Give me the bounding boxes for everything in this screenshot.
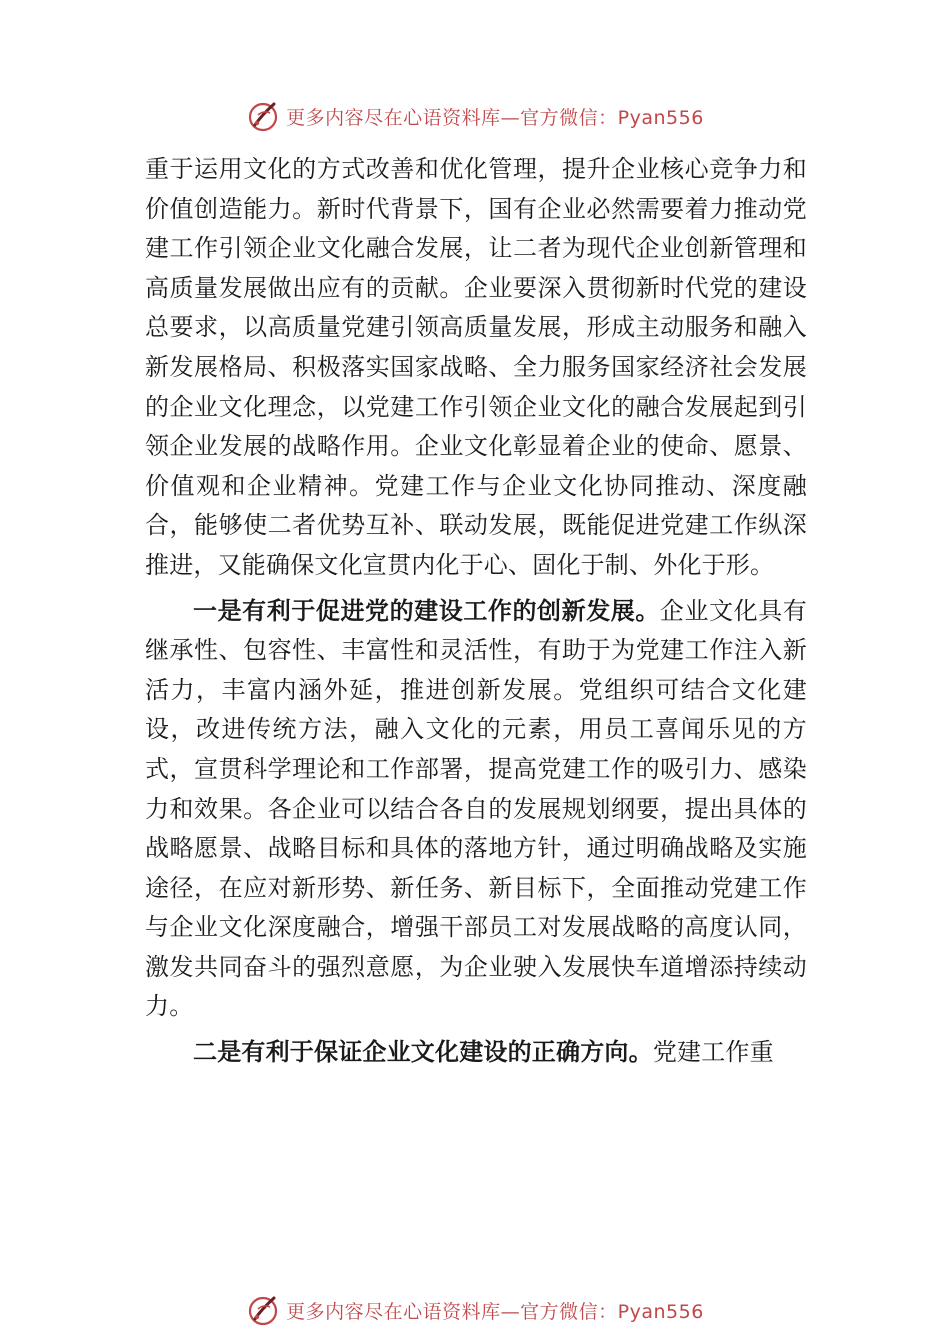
banner-text (286, 103, 704, 130)
paragraph-2 (145, 592, 807, 1028)
paragraph-1 (145, 150, 807, 586)
footer-banner (0, 1290, 950, 1330)
header-banner (0, 96, 950, 136)
paragraph-3-body: 党建工作重 (652, 1038, 774, 1067)
banner-text (286, 1297, 704, 1324)
paragraph-3-lead: 二是有利于保证企业文化建设的正确方向。 (193, 1038, 653, 1067)
paragraph-2-lead: 一是有利于促进党的建设工作的创新发展。 (193, 596, 660, 625)
brush-logo-icon (246, 99, 280, 133)
banner-label: 更多内容尽在心语资料库—官方微信： (286, 106, 618, 129)
banner-label: 更多内容尽在心语资料库—官方微信： (286, 1300, 618, 1323)
header-banner-inner (246, 99, 704, 133)
paragraph-1-body: 重于运用文化的方式改善和优化管理，提升企业核心竞争力和价值创造能力。新时代背景下，国有企业必然需要着力推动党建工作引领企业文化融合发展，让二者为现代企业创新管理和高质量发展做出应有的贡献。企业要深入贯彻新时代党的建设总要求，以高质量党建引领高质量发展，形成主动服务和融入新发展格局、积极落实国家战略、全力服务国家经济社会发展的企业文化理念，以党建工作引领企业文化的融合发展起到引领企业发展的战略作用。企业文化彰显着企业的使命、愿景、价值观和企业精神。党建工作与企业文化协同推动、深度融合，能够使二者优势互补、联动发展，既能促进党建工作纵深推进，又能确保文化宣贯内化于心、固化于制、外化于形。 (145, 155, 807, 579)
wechat-id: Pyan556 (617, 1300, 704, 1323)
wechat-id: Pyan556 (617, 106, 704, 129)
document-body (145, 150, 807, 1073)
paragraph-2-body: 企业文化具有继承性、包容性、丰富性和灵活性，有助于为党建工作注入新活力，丰富内涵外延，推进创新发展。党组织可结合文化建设，改进传统方法，融入文化的元素，用员工喜闻乐见的方式，宣贯科学理论和工作部署，提高党建工作的吸引力、感染力和效果。各企业可以结合各自的发展规划纲要，提出具体的战略愿景、战略目标和具体的落地方针，通过明确战略及实施途径，在应对新形势、新任务、新目标下，全面推动党建工作与企业文化深度融合，增强干部员工对发展战略的高度认同，激发共同奋斗的强烈意愿，为企业驶入发展快车道增添持续动力。 (145, 596, 807, 1021)
brush-logo-icon (246, 1293, 280, 1327)
footer-banner-inner (246, 1293, 704, 1327)
paragraph-3 (145, 1033, 807, 1073)
